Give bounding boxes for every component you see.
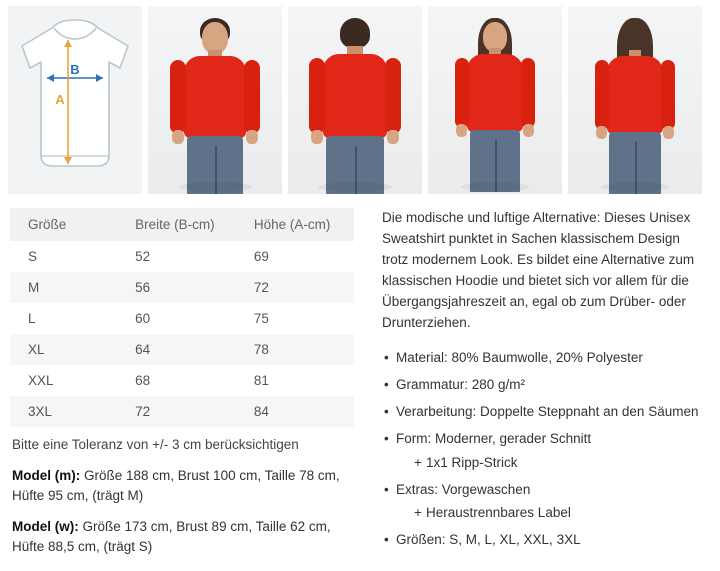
model-female-line1: Größe 173 cm, Brust 89 cm, Taille 62 cm,	[82, 518, 331, 534]
table-row	[10, 272, 354, 303]
cell-size: M	[28, 280, 40, 295]
cell-width: 64	[135, 342, 151, 357]
list-item-sub: + 1x1 Ripp-Strick	[382, 453, 708, 473]
tolerance-note: Bitte eine Toleranz von +/- 3 cm berücksichtigen	[12, 437, 299, 452]
model-female-info	[10, 507, 368, 558]
dimension-b-label: B	[70, 62, 80, 77]
feature-list	[382, 348, 708, 551]
cell-width: 56	[135, 280, 151, 295]
table-row	[10, 303, 354, 334]
model-male-line2: Hüfte 95 cm, (trägt M)	[12, 488, 144, 504]
dimension-a-label: A	[55, 92, 65, 107]
list-item: • Material: 80% Baumwolle, 20% Polyester	[382, 348, 708, 368]
model-male-front	[148, 6, 282, 194]
cell-width: 60	[135, 311, 151, 326]
cell-height: 75	[253, 311, 269, 326]
cell-height: 78	[253, 342, 269, 357]
photo-strip	[0, 0, 720, 200]
garment-schematic	[8, 6, 142, 194]
cell-size: L	[28, 311, 36, 326]
cell-size: S	[28, 249, 38, 264]
cell-width: 72	[135, 404, 151, 419]
right-column	[368, 208, 708, 558]
model-female-back	[568, 6, 702, 194]
schematic-svg	[8, 6, 142, 194]
cell-size: 3XL	[28, 404, 53, 419]
model-male-line1: Größe 188 cm, Brust 100 cm, Taille 78 cm,	[84, 468, 340, 483]
size-table-head	[10, 208, 354, 241]
table-row	[10, 396, 354, 427]
table-row	[10, 365, 354, 396]
model-male-info	[10, 456, 368, 507]
model-female-label: Model (w):	[12, 518, 79, 534]
model-male-back	[288, 6, 422, 194]
header-height: Höhe (A-cm)	[236, 208, 354, 241]
cell-height: 72	[253, 280, 269, 295]
cell-size: XL	[28, 342, 45, 357]
list-item: • Grammatur: 280 g/m²	[382, 375, 708, 395]
table-row	[10, 241, 354, 272]
left-column	[10, 208, 368, 558]
model-female-front	[428, 6, 562, 194]
header-size: Größe	[10, 208, 117, 241]
cell-height: 81	[253, 373, 269, 388]
list-item: • Verarbeitung: Doppelte Steppnaht an den Säumen	[382, 402, 708, 422]
table-header-row	[10, 208, 354, 241]
header-width: Breite (B-cm)	[117, 208, 236, 241]
list-item-sub: + Heraustrennbares Label	[382, 503, 708, 523]
size-table-body	[10, 241, 354, 427]
list-item: • Größen: S, M, L, XL, XXL, 3XL	[382, 530, 708, 550]
model-female-line2: Hüfte 88,5 cm, (trägt S)	[12, 538, 153, 554]
list-item: • Form: Moderner, gerader Schnitt	[382, 429, 708, 449]
cell-width: 52	[135, 249, 151, 264]
table-row	[10, 334, 354, 365]
cell-height: 84	[253, 404, 269, 419]
cell-height: 69	[253, 249, 269, 264]
model-male-label: Model (m):	[12, 468, 81, 483]
cell-width: 68	[135, 373, 151, 388]
size-table	[10, 208, 354, 427]
product-description: Die modische und luftige Alternative: Dieses Unisex Sweatshirt punktet in Sachen klassischem Design trotz modernem Look. Es bildet eine Alternative zum klassischen Hoodie und bietet sich vor allem für die Übergangsjahreszeit an, egal ob zum Drüber- oder Drunterziehen.	[382, 210, 695, 330]
cell-size: XXL	[28, 373, 54, 388]
list-item: • Extras: Vorgewaschen	[382, 480, 708, 500]
content-area	[0, 200, 720, 558]
